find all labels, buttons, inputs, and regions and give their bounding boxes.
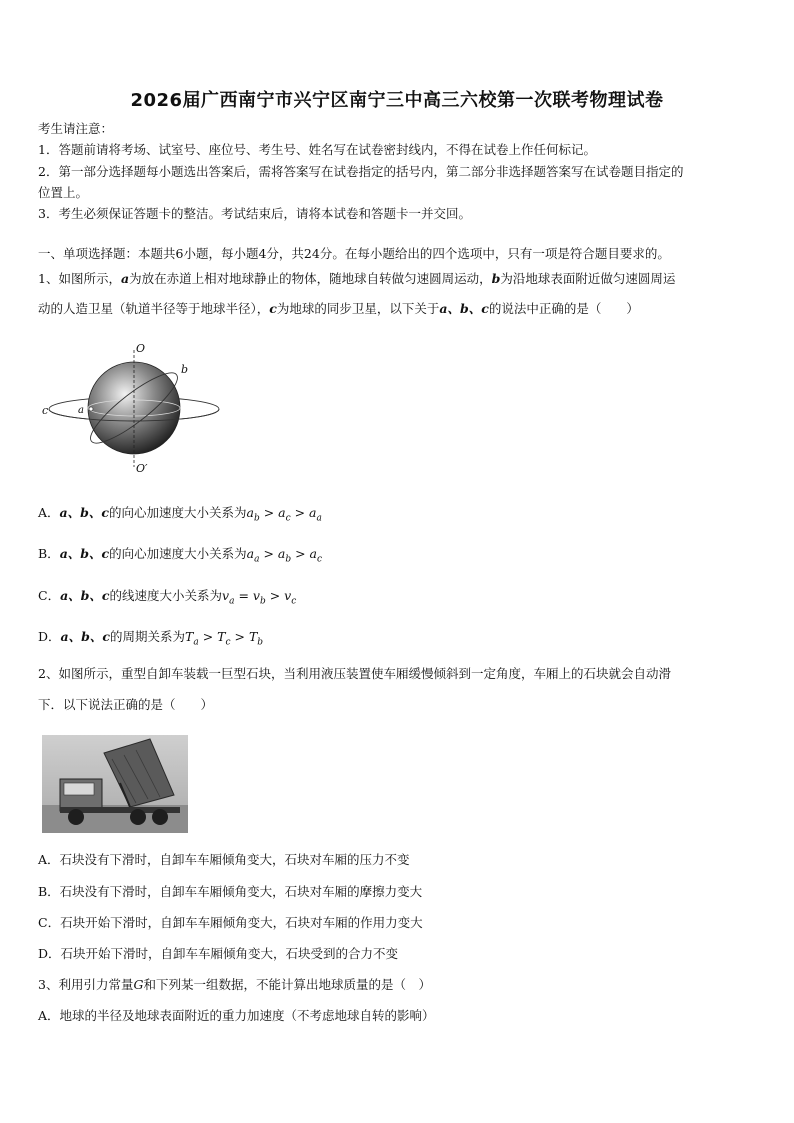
option-prefix: A． [38,505,60,520]
q1-option-a [38,505,322,524]
q2-option-b: B．石块没有下滑时，自卸车车厢倾角变大，石块对车厢的摩擦力变大 [38,884,423,899]
vars-abc: a、b、c [439,301,489,316]
q3-line-1 [38,977,431,992]
q2-option-c: C．石块开始下滑时，自卸车车厢倾角变大，石块对车厢的作用力变大 [38,915,423,930]
q1-option-c [38,588,296,607]
page-title: 2026届广西南宁市兴宁区南宁三中高三六校第一次联考物理试卷 [130,90,664,111]
notice-heading: 考生请注意： [38,121,114,136]
notice-item-2-cont: 位置上。 [38,185,89,200]
label-O-prime: O′ [136,462,148,475]
q1-line-2 [38,301,639,316]
label-c: c [42,404,49,417]
q1-text: 为地球的同步卫星，以下关于 [276,301,440,316]
q1-line-1 [38,271,675,286]
q3-option-a: A．地球的半径及地球表面附近的重力加速度（不考虑地球自转的影响） [38,1008,435,1023]
option-prefix: B． [38,546,60,561]
option-text: 的向心加速度大小关系为 [109,546,247,561]
q1-option-b [38,546,322,565]
var-b: b [491,271,501,286]
earth-orbit-figure [38,340,228,475]
var-G: G [133,977,144,992]
section-heading: 一、单项选择题：本题共6小题，每小题4分，共24分。在每小题给出的四个选项中，只有一项是符合题目要求的。 [38,246,670,261]
option-prefix: C． [38,588,61,603]
option-formula: $v_a = v_b > v_c$ [222,588,297,607]
vars-abc: a、b、c [60,588,110,603]
vars-abc: a、b、c [59,505,109,520]
option-prefix: D． [38,629,61,644]
q3-text: 和下列某一组数据，不能计算出地球质量的是（ ） [143,977,431,992]
q1-text: 的说法中正确的是（ ） [488,301,639,316]
q2-option-a: A．石块没有下滑时，自卸车车厢倾角变大，石块对车厢的压力不变 [38,852,410,867]
q1-text: 1、如图所示， [38,271,121,286]
vars-abc: a、b、c [60,629,110,644]
object-a-dot [89,407,93,411]
var-c: c [269,301,277,316]
wheel [130,809,146,825]
q2-option-d: D．石块开始下滑时，自卸车车厢倾角变大，石块受到的合力不变 [38,946,399,961]
notice-item-3: 3．考生必须保证答题卡的整洁。考试结束后，请将本试卷和答题卡一并交回。 [38,206,471,221]
notice-item-2: 2．第一部分选择题每小题选出答案后，需将答案写在试卷指定的括号内，第二部分非选择题答案写在试卷题目指定的 [38,164,684,179]
option-formula: $a_a > a_b > a_c$ [246,546,323,565]
option-formula: $a_b > a_c > a_a$ [246,505,322,524]
label-a: a [78,405,84,416]
vars-abc: a、b、c [59,546,110,561]
q2-line-2: 下．以下说法正确的是（ ） [38,697,214,712]
dump-truck-photo [42,735,188,833]
label-b: b [181,363,189,376]
label-O: O [136,342,146,355]
option-text: 的向心加速度大小关系为 [108,505,247,520]
q1-option-d [38,629,263,648]
q2-line-1: 2、如图所示，重型自卸车装载一巨型石块，当利用液压装置使车厢缓慢倾斜到一定角度，车厢上的石块就会自动滑 [38,666,671,681]
wheel [68,809,84,825]
notice-item-1: 1．答题前请将考场、试室号、座位号、考生号、姓名写在试卷密封线内，不得在试卷上作任何标记。 [38,142,596,157]
option-formula: $T_a > T_c > T_b$ [185,629,264,648]
wheel [152,809,168,825]
q3-text: 3、利用引力常量 [38,977,134,992]
q1-text: 为沿地球表面附近做匀速圆周运 [500,271,676,286]
q1-text: 动的人造卫星（轨道半径等于地球半径）， [38,301,270,316]
q1-text: 为放在赤道上相对地球静止的物体，随地球自转做匀速圆周运动， [129,271,492,286]
var-a: a [120,271,130,286]
cab-window [64,783,94,795]
option-text: 的线速度大小关系为 [109,588,223,603]
option-text: 的周期关系为 [109,629,185,644]
